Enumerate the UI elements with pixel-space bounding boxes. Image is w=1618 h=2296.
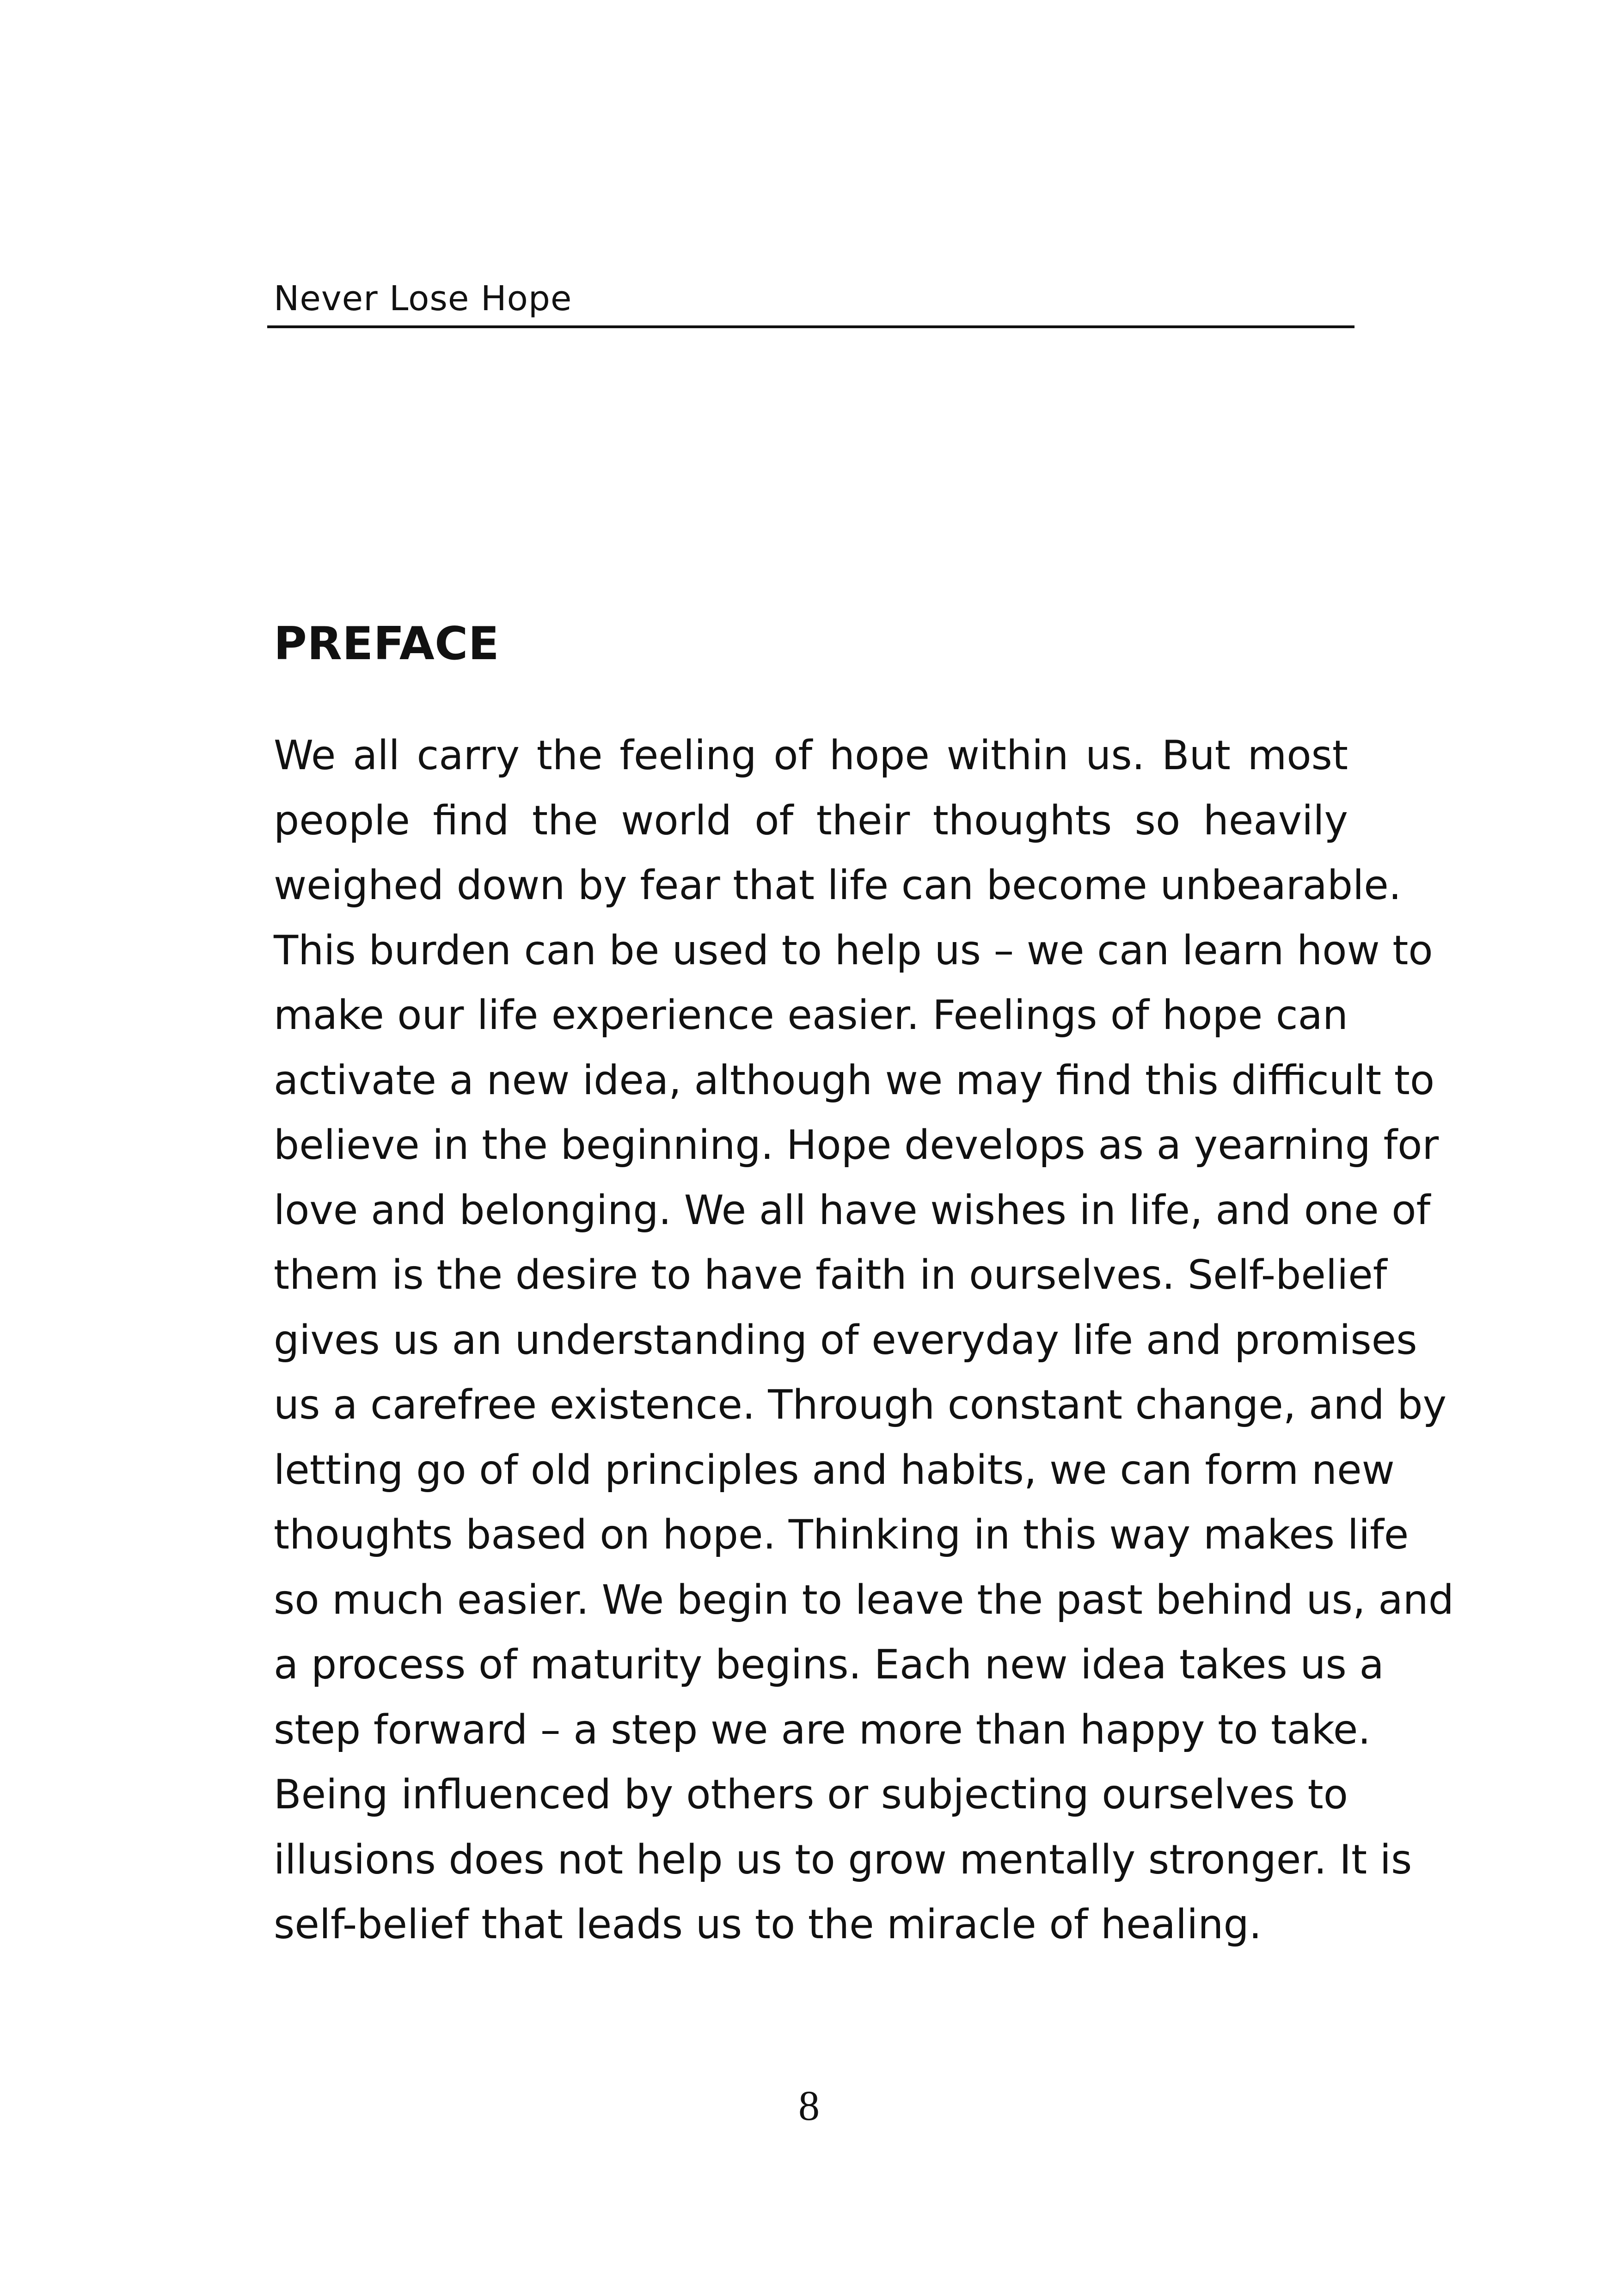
text-line: believe in the beginning. Hope develops as a yearning for [274, 1121, 1439, 1169]
text-line: thoughts based on hope. Thinking in this way makes life [274, 1511, 1409, 1558]
text-line: love and belonging. We all have wishes in life, and one of [274, 1186, 1431, 1234]
text-line: Being influenced by others or subjecting ourselves to [274, 1771, 1348, 1818]
paragraph [274, 723, 1454, 1762]
text-line: them is the desire to have faith in ourselves. Self-belief [274, 1251, 1387, 1298]
text-line: make our life experience easier. Feelings of hope can [274, 992, 1348, 1039]
running-header: Never Lose Hope [274, 279, 572, 318]
text-line: people find the world of their thoughts so heavily [274, 796, 1348, 844]
chapter-heading: PREFACE [274, 618, 500, 670]
header-rule [267, 325, 1354, 328]
text-line: This burden can be used to help us – we can learn how to [274, 926, 1433, 974]
body-text [274, 723, 1454, 1957]
text-line: step forward – a step we are more than happy to take. [274, 1706, 1371, 1753]
text-line: a process of maturity begins. Each new idea takes us a [274, 1641, 1384, 1688]
text-line: so much easier. We begin to leave the past behind us, and [274, 1576, 1454, 1623]
page-number: 8 [798, 2082, 820, 2129]
text-line: We all carry the feeling of hope within us. But most [274, 732, 1348, 779]
text-line: us a carefree existence. Through constant change, and by [274, 1381, 1447, 1428]
text-line: letting go of old principles and habits, we can form new [274, 1446, 1395, 1494]
text-line: gives us an understanding of everyday life and promises [274, 1316, 1417, 1364]
text-line: activate a new idea, although we may find this difficult to [274, 1056, 1435, 1104]
text-line: self-belief that leads us to the miracle of healing. [274, 1901, 1262, 1948]
paragraph [274, 1762, 1412, 1957]
text-line: weighed down by fear that life can become unbearable. [274, 862, 1402, 909]
text-line: illusions does not help us to grow mentally stronger. It is [274, 1836, 1412, 1883]
